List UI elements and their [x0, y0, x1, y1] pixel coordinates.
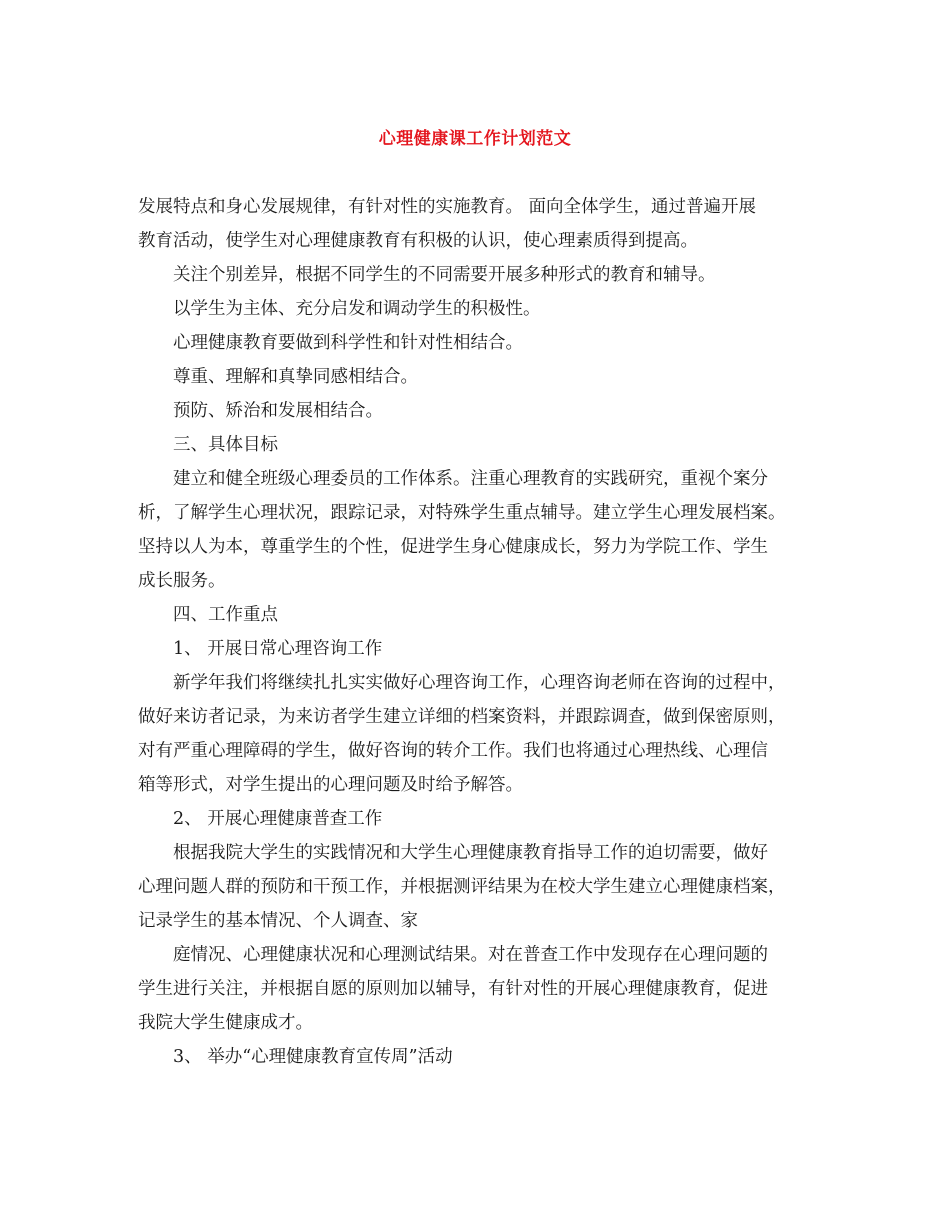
text-line: 心理健康教育要做到科学性和针对性相结合。 — [173, 333, 523, 353]
text-line: 3、 举办“心理健康教育宣传周”活动 — [173, 1047, 453, 1067]
text-line: 对有严重心理障碍的学生，做好咨询的转介工作。我们也将通过心理热线、心理信 — [138, 741, 768, 761]
text-line: 心理问题人群的预防和干预工作，并根据测评结果为在校大学生建立心理健康档案， — [138, 877, 786, 897]
text-line: 建立和健全班级心理委员的工作体系。注重心理教育的实践研究，重视个案分 — [173, 469, 768, 489]
text-line: 记录学生的基本情况、个人调查、家 — [138, 911, 418, 931]
document-body — [138, 190, 828, 1074]
text-line: 四、工作重点 — [173, 605, 278, 625]
text-line: 尊重、理解和真挚同感相结合。 — [173, 367, 418, 387]
text-line: 关注个别差异，根据不同学生的不同需要开展多种形式的教育和辅导。 — [173, 265, 716, 285]
text-line: 我院大学生健康成才。 — [138, 1013, 313, 1033]
text-line: 发展特点和身心发展规律，有针对性的实施教育。 面向全体学生，通过普遍开展 — [138, 197, 757, 217]
text-line: 学生进行关注，并根据自愿的原则加以辅导，有针对性的开展心理健康教育，促进 — [138, 979, 768, 999]
text-line: 坚持以人为本，尊重学生的个性，促进学生身心健康成长，努力为学院工作、学生 — [138, 537, 768, 557]
text-line: 根据我院大学生的实践情况和大学生心理健康教育指导工作的迫切需要，做好 — [173, 843, 768, 863]
text-line: 庭情况、心理健康状况和心理测试结果。对在普查工作中发现存在心理问题的 — [173, 945, 768, 965]
text-line: 三、具体目标 — [173, 435, 278, 455]
text-line: 成长服务。 — [138, 571, 226, 591]
text-line: 以学生为主体、充分启发和调动学生的积极性。 — [173, 299, 541, 319]
text-line: 2、 开展心理健康普查工作 — [173, 809, 383, 829]
text-line: 新学年我们将继续扎扎实实做好心理咨询工作，心理咨询老师在咨询的过程中， — [173, 673, 786, 693]
text-line: 1、 开展日常心理咨询工作 — [173, 639, 383, 659]
text-line: 箱等形式，对学生提出的心理问题及时给予解答。 — [138, 775, 523, 795]
document-title: 心理健康课工作计划范文 — [378, 129, 572, 149]
text-line: 析，了解学生心理状况，跟踪记录，对特殊学生重点辅导。建立学生心理发展档案。 — [138, 503, 786, 523]
text-line: 预防、矫治和发展相结合。 — [173, 401, 383, 421]
text-line: 做好来访者记录，为来访者学生建立详细的档案资料，并跟踪调查，做到保密原则， — [138, 707, 786, 727]
text-line: 教育活动，使学生对心理健康教育有积极的认识，使心理素质得到提高。 — [138, 231, 698, 251]
